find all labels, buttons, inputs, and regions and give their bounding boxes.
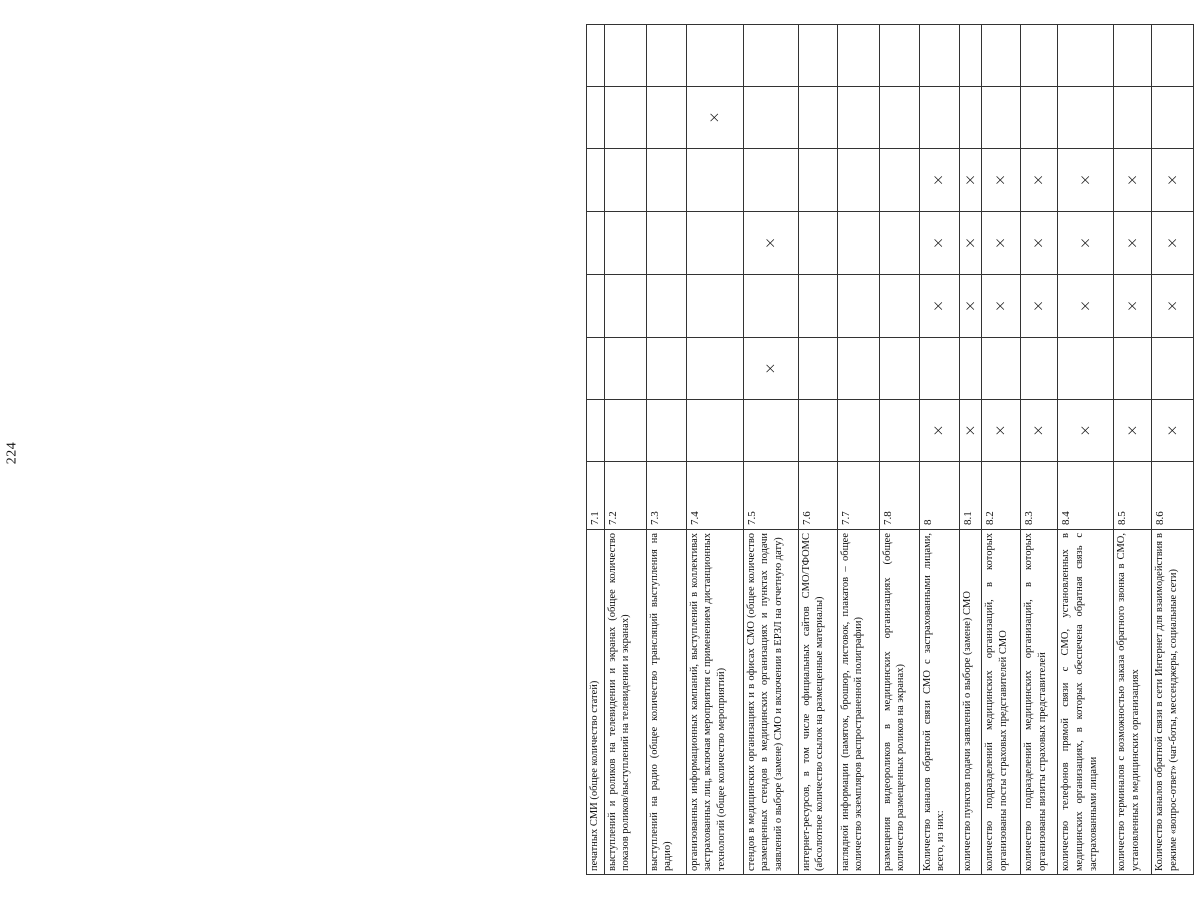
- table-row: [982, 25, 1021, 875]
- row-description: выступлений и роликов на телевидении и экранах (общее количество показов роликов/выступлений на телевидении и экранах): [604, 530, 646, 875]
- mark-cell: [604, 400, 646, 462]
- mark-cell: [686, 338, 743, 400]
- row-code: 8.3: [1021, 462, 1058, 530]
- mark-cell: ×: [982, 400, 1021, 462]
- empty-cell: [959, 25, 982, 87]
- mark-cell: [1021, 87, 1058, 149]
- row-description: Количество каналов обратной связи в сети Интернет для взаимодействия в режиме «вопрос-ответ» (чат-боты, мессенджеры, социальные сети): [1152, 530, 1194, 875]
- mark-cell: ×: [919, 275, 959, 338]
- mark-cell: ×: [982, 212, 1021, 275]
- mark-cell: [604, 338, 646, 400]
- mark-cell: ×: [959, 149, 982, 212]
- mark-cell: [919, 338, 959, 400]
- row-description: размещения видеороликов в медицинских организациях (общее количество размещенных роликов на экранах): [879, 530, 919, 875]
- mark-cell: ×: [919, 149, 959, 212]
- mark-cell: ×: [959, 400, 982, 462]
- row-description: стендов в медицинских организациях и в офисах СМО (общее количество размещенных стендов в медицинских организациях и пунктах подачи заявлений о выборе (замене) СМО и включении в ЕРЗЛ на отчетную дату): [743, 530, 798, 875]
- row-code: 8.4: [1058, 462, 1114, 530]
- table-row: [1114, 25, 1152, 875]
- table-row: [646, 25, 686, 875]
- mark-cell: ×: [1021, 275, 1058, 338]
- table-body: [587, 25, 1194, 875]
- mark-cell: [982, 338, 1021, 400]
- mark-cell: [1152, 87, 1194, 149]
- mark-cell: ×: [1114, 400, 1152, 462]
- mark-cell: [587, 400, 605, 462]
- mark-cell: [743, 275, 798, 338]
- empty-cell: [919, 25, 959, 87]
- row-description: печатных СМИ (общее количество статей): [587, 530, 605, 875]
- mark-cell: [686, 149, 743, 212]
- mark-cell: ×: [1058, 149, 1114, 212]
- mark-cell: ×: [959, 212, 982, 275]
- mark-cell: ×: [1021, 400, 1058, 462]
- empty-cell: [604, 25, 646, 87]
- table-row: [798, 25, 837, 875]
- mark-cell: [743, 87, 798, 149]
- mark-cell: [879, 338, 919, 400]
- row-code: 8.2: [982, 462, 1021, 530]
- mark-cell: ×: [982, 275, 1021, 338]
- row-code: 7.8: [879, 462, 919, 530]
- mark-cell: [837, 87, 879, 149]
- row-code: 7.2: [604, 462, 646, 530]
- mark-cell: [1021, 338, 1058, 400]
- mark-cell: [1114, 87, 1152, 149]
- mark-cell: [646, 212, 686, 275]
- row-description: Количество каналов обратной связи СМО с застрахованными лицами, всего, из них:: [919, 530, 959, 875]
- mark-cell: [1058, 87, 1114, 149]
- table-row: [1058, 25, 1114, 875]
- row-description: количество терминалов с возможностью заказа обратного звонка в СМО, установленных в медицинских организациях: [1114, 530, 1152, 875]
- row-code: 8.1: [959, 462, 982, 530]
- row-description: количество подразделений медицинских организаций, в которых организованы визиты страховых представителей: [1021, 530, 1058, 875]
- mark-cell: ×: [1114, 275, 1152, 338]
- mark-cell: [959, 338, 982, 400]
- mark-cell: [587, 338, 605, 400]
- mark-cell: ×: [919, 400, 959, 462]
- table-row: [604, 25, 646, 875]
- mark-cell: [879, 400, 919, 462]
- mark-cell: ×: [982, 149, 1021, 212]
- mark-cell: [587, 212, 605, 275]
- empty-cell: [1114, 25, 1152, 87]
- row-code: 8.5: [1114, 462, 1152, 530]
- empty-cell: [837, 25, 879, 87]
- mark-cell: [837, 338, 879, 400]
- mark-cell: ×: [743, 212, 798, 275]
- mark-cell: [587, 87, 605, 149]
- mark-cell: [646, 275, 686, 338]
- mark-cell: [879, 212, 919, 275]
- mark-cell: ×: [1152, 275, 1194, 338]
- mark-cell: ×: [1021, 212, 1058, 275]
- empty-cell: [646, 25, 686, 87]
- mark-cell: ×: [686, 87, 743, 149]
- mark-cell: [1058, 338, 1114, 400]
- empty-cell: [879, 25, 919, 87]
- mark-cell: [686, 400, 743, 462]
- table-row: [837, 25, 879, 875]
- report-table: [586, 24, 1194, 875]
- empty-cell: [1058, 25, 1114, 87]
- mark-cell: [604, 275, 646, 338]
- mark-cell: [837, 149, 879, 212]
- mark-cell: [879, 275, 919, 338]
- mark-cell: [837, 275, 879, 338]
- mark-cell: [837, 400, 879, 462]
- table-row: [743, 25, 798, 875]
- row-description: интернет-ресурсов, в том числе официальных сайтов СМО/ТФОМС (абсолютное количество ссылок на размещенные материалы): [798, 530, 837, 875]
- table-row: [1021, 25, 1058, 875]
- row-code: 7.6: [798, 462, 837, 530]
- mark-cell: ×: [1021, 149, 1058, 212]
- page-number-text: 224: [4, 441, 19, 464]
- mark-cell: ×: [1058, 212, 1114, 275]
- mark-cell: [798, 149, 837, 212]
- mark-cell: [587, 275, 605, 338]
- mark-cell: [798, 87, 837, 149]
- mark-cell: [686, 212, 743, 275]
- page-number: [0, 0, 24, 905]
- empty-cell: [1021, 25, 1058, 87]
- row-code: 7.3: [646, 462, 686, 530]
- row-description: наглядной информации (памяток, брошюр, листовок, плакатов – общее количество экземпляров распространенной полиграфии): [837, 530, 879, 875]
- mark-cell: [879, 87, 919, 149]
- mark-cell: [798, 212, 837, 275]
- mark-cell: [798, 275, 837, 338]
- mark-cell: [1152, 338, 1194, 400]
- mark-cell: [604, 212, 646, 275]
- mark-cell: [604, 87, 646, 149]
- row-description: выступлений на радио (общее количество трансляций выступления на радио): [646, 530, 686, 875]
- mark-cell: [959, 87, 982, 149]
- mark-cell: ×: [959, 275, 982, 338]
- mark-cell: ×: [1114, 149, 1152, 212]
- row-description: количество пунктов подачи заявлений о выборе (замене) СМО: [959, 530, 982, 875]
- mark-cell: [646, 400, 686, 462]
- mark-cell: ×: [1152, 149, 1194, 212]
- mark-cell: [837, 212, 879, 275]
- mark-cell: ×: [1152, 212, 1194, 275]
- table-row: [587, 25, 605, 875]
- table-row: [879, 25, 919, 875]
- mark-cell: ×: [1152, 400, 1194, 462]
- mark-cell: [743, 400, 798, 462]
- empty-cell: [587, 25, 605, 87]
- mark-cell: [587, 149, 605, 212]
- row-code: 7.4: [686, 462, 743, 530]
- empty-cell: [743, 25, 798, 87]
- row-description: количество подразделений медицинских организаций, в которых организованы посты страховых представителей СМО: [982, 530, 1021, 875]
- mark-cell: [982, 87, 1021, 149]
- row-code: 8: [919, 462, 959, 530]
- mark-cell: [646, 87, 686, 149]
- mark-cell: [1114, 338, 1152, 400]
- table-row: [1152, 25, 1194, 875]
- mark-cell: [919, 87, 959, 149]
- mark-cell: [686, 275, 743, 338]
- empty-cell: [686, 25, 743, 87]
- empty-cell: [982, 25, 1021, 87]
- mark-cell: [646, 338, 686, 400]
- mark-cell: [646, 149, 686, 212]
- mark-cell: ×: [1058, 400, 1114, 462]
- row-description: количество телефонов прямой связи с СМО, установленных в медицинских организациях, в которых обеспечена обратная связь с застрахованными лицами: [1058, 530, 1114, 875]
- row-code: 7.5: [743, 462, 798, 530]
- mark-cell: [798, 338, 837, 400]
- mark-cell: ×: [919, 212, 959, 275]
- mark-cell: ×: [1058, 275, 1114, 338]
- mark-cell: ×: [1114, 212, 1152, 275]
- empty-cell: [1152, 25, 1194, 87]
- rotated-table-wrapper: [586, 25, 1181, 875]
- table-row: [686, 25, 743, 875]
- row-code: 7.1: [587, 462, 605, 530]
- table-row: [919, 25, 959, 875]
- row-code: 7.7: [837, 462, 879, 530]
- mark-cell: [604, 149, 646, 212]
- mark-cell: [879, 149, 919, 212]
- empty-cell: [798, 25, 837, 87]
- mark-cell: ×: [743, 338, 798, 400]
- table-row: [959, 25, 982, 875]
- row-code: 8.6: [1152, 462, 1194, 530]
- mark-cell: [798, 400, 837, 462]
- mark-cell: [743, 149, 798, 212]
- row-description: организованных информационных кампаний, выступлений в коллективах застрахованных лиц, включая мероприятия с применением дистанционных технологий (общее количество мероприятий): [686, 530, 743, 875]
